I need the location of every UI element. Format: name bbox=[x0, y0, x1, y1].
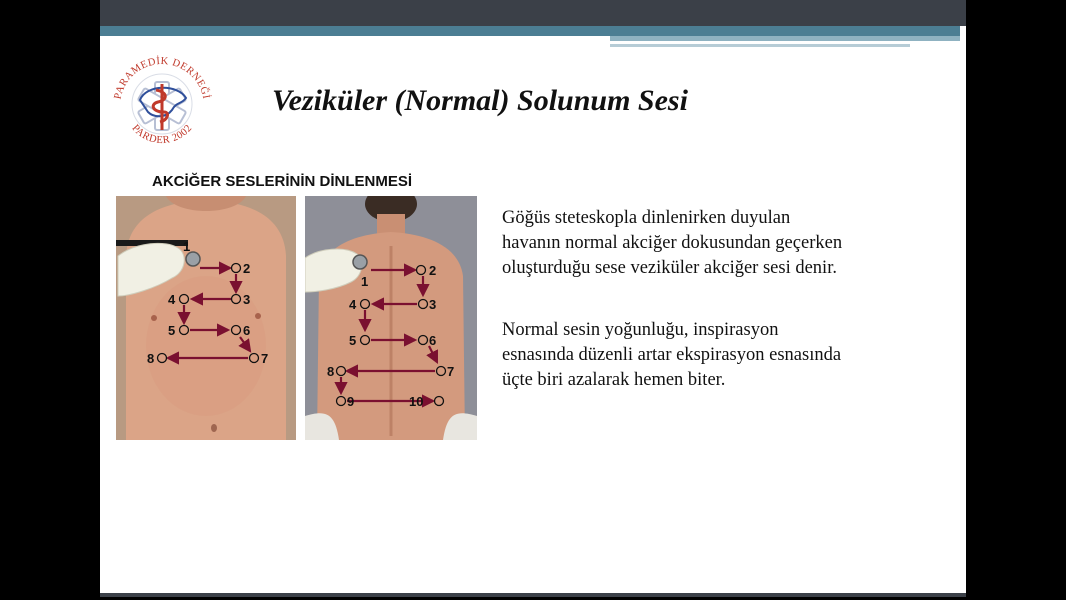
logo-top-text: PARAMEDİK DERNEĞİ bbox=[112, 55, 212, 101]
point-label: 8 bbox=[327, 364, 335, 379]
logo-bottom-text: PARDER 2002 bbox=[129, 122, 195, 147]
point-label: 8 bbox=[147, 351, 155, 366]
point-label: 4 bbox=[349, 297, 357, 312]
point-label: 2 bbox=[243, 261, 251, 276]
paragraph-line: oluşturduğu sese veziküler akciğer sesi denir. bbox=[502, 258, 837, 278]
point-label: 5 bbox=[168, 323, 176, 338]
paragraph-definition bbox=[502, 206, 942, 281]
point-label: 10 bbox=[409, 394, 424, 409]
paragraph-line: Normal sesin yoğunluğu, inspirasyon bbox=[502, 320, 779, 340]
top-bar bbox=[100, 0, 966, 26]
point-label: 2 bbox=[429, 263, 437, 278]
slide-title: Veziküler (Normal) Solunum Sesi bbox=[272, 84, 688, 117]
paragraph-line: esnasında düzenli artar ekspirasyon esnasında bbox=[502, 345, 842, 365]
figure-caption: AKCİĞER SESLERİNİN DİNLENMESİ bbox=[152, 173, 413, 190]
point-label: 3 bbox=[243, 292, 251, 307]
back-view-image bbox=[305, 196, 485, 440]
paragraph-intensity bbox=[502, 318, 942, 393]
paragraph-line: havanın normal akciğer dokusundan geçerken bbox=[502, 233, 843, 253]
point-label: 1 bbox=[361, 274, 369, 289]
accent-stripe-thin bbox=[610, 44, 910, 47]
point-label: 9 bbox=[347, 394, 355, 409]
slide bbox=[100, 0, 966, 597]
accent-stripe bbox=[100, 26, 960, 36]
paragraph-line: üçte biri azalarak hemen biter. bbox=[502, 370, 726, 390]
point-label: 6 bbox=[429, 333, 437, 348]
bottom-bar bbox=[100, 593, 966, 597]
chest-front-image bbox=[116, 196, 296, 440]
parder-logo bbox=[106, 44, 218, 156]
point-label: 6 bbox=[243, 323, 251, 338]
point-label: 5 bbox=[349, 333, 357, 348]
letterbox-right bbox=[966, 0, 1066, 600]
accent-stripe-light bbox=[610, 36, 960, 41]
point-label: 7 bbox=[261, 351, 269, 366]
paragraph-line: Göğüs steteskopla dinlenirken duyulan bbox=[502, 208, 791, 228]
point-label: 1 bbox=[183, 239, 191, 254]
point-label: 7 bbox=[447, 364, 455, 379]
point-label: 3 bbox=[429, 297, 437, 312]
point-label: 4 bbox=[168, 292, 176, 307]
